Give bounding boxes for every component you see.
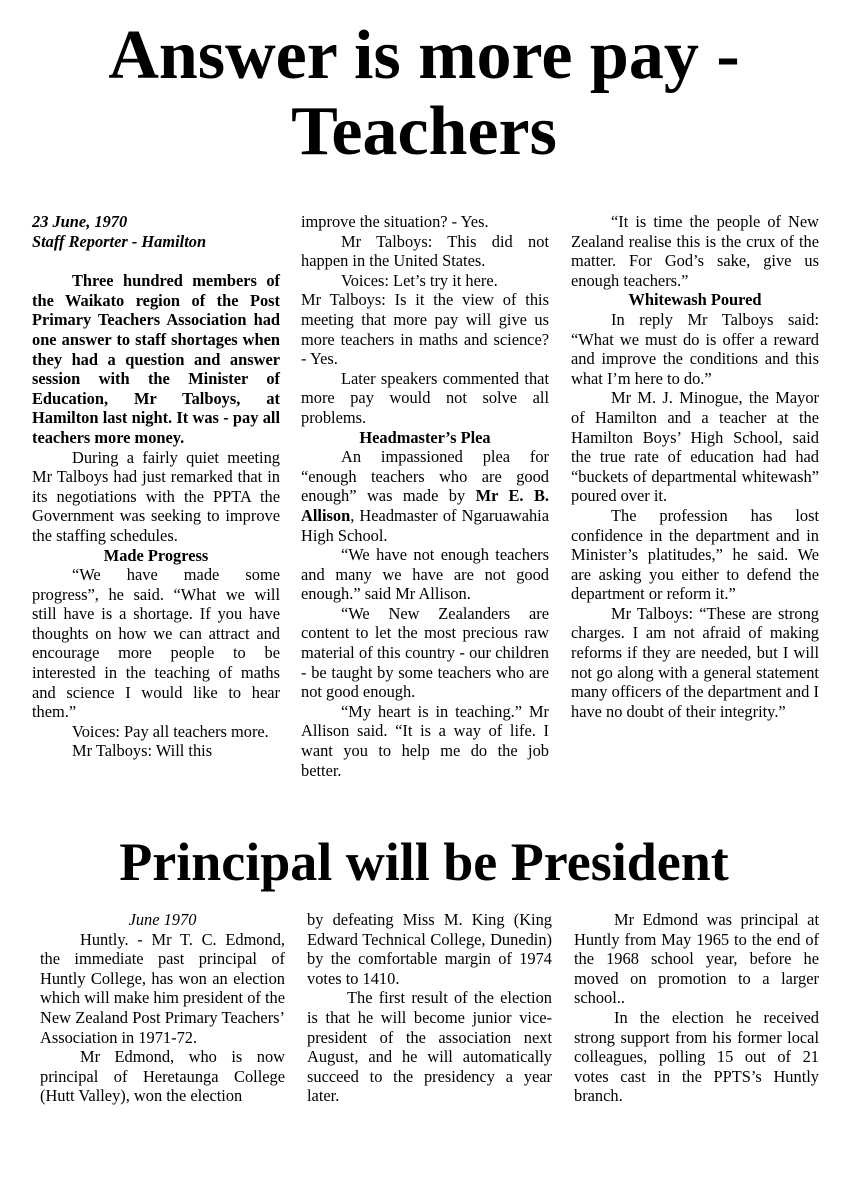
article1-col1-body	[32, 271, 280, 761]
paragraph: by defeating Miss M. King (King Edward Technical College, Dunedin) by the comfortable margin of 1974 votes to 1410.	[307, 910, 552, 988]
paragraph-text: , Headmaster of Ngaruawahia High School.	[301, 505, 549, 545]
paragraph: Mr Talboys: “These are strong charges. I am not afraid of making reforms if they are needed, but I will not go along with a general statement many officers of the department and I have no doubt of their integrity.”	[571, 603, 819, 721]
article-headline-president	[0, 832, 848, 892]
paragraph: “We New Zealanders are content to let the most precious raw material of this country - our children - be taught by some teachers who are not good enough.	[301, 603, 549, 702]
paragraph: “We have not enough teachers and many we have are not good enough.” said Mr Allison.	[301, 545, 549, 604]
lead-paragraph: Three hundred members of the Waikato region of the Post Primary Teachers Association had one answer to staff shortages when they had a question and answer session with the Minister of Education, Mr Talboys, at Hamilton last night. It was - pay all teachers more money.	[32, 271, 280, 447]
subheading: Made Progress	[103, 545, 209, 565]
article2-column-3	[574, 910, 819, 1106]
headline-text: Principal will be President	[119, 832, 729, 892]
paragraph: Later speakers commented that more pay would not solve all problems.	[301, 368, 549, 427]
article2-col1-body	[40, 930, 285, 1106]
subheading: Headmaster’s Plea	[359, 427, 491, 447]
paragraph: Mr Talboys: This did not happen in the United States.	[301, 231, 549, 271]
article1-col3-body	[571, 212, 819, 721]
paragraph: During a fairly quiet meeting Mr Talboys had just remarked that in its negotiations with the PPTA the Government was seeking to improve the staffing schedules.	[32, 447, 280, 545]
paragraph: Mr Talboys: Will this	[72, 741, 213, 761]
paragraph: The profession has lost confidence in the department and in Minister’s platitudes,” he said. We are asking you either to defend the department or reform it.”	[571, 505, 819, 604]
article2-column-1	[40, 910, 285, 1106]
subheading: Whitewash Poured	[628, 290, 762, 310]
paragraph: “It is time the people of New Zealand realise this is the crux of the matter. For God’s sake, give us enough teachers.”	[571, 212, 819, 290]
paragraph: Mr Talboys: Is it the view of this meeting that more pay will give us more teachers in maths and science? - Yes.	[301, 290, 549, 369]
article2-col2-body	[307, 910, 552, 1106]
paragraph-text: An impassioned plea for “enough teachers who are good enough” was made by	[301, 447, 549, 506]
article-headline-pay	[0, 18, 848, 170]
article-byline: Staff Reporter - Hamilton	[32, 231, 207, 251]
headline-text: Answer is more pay - Teachers	[108, 17, 740, 170]
article-date: 23 June, 1970	[32, 212, 128, 231]
paragraph: In the election he received strong support from his former local colleagues, polling 15 out of 21 votes cast in the PPTS’s Huntly branch.	[574, 1007, 819, 1106]
paragraph: Huntly. - Mr T. C. Edmond, the immediate past principal of Huntly College, has won an election which will make him president of the New Zealand Post Primary Teachers’ Association in 1971-72.	[40, 929, 285, 1047]
article1-column-1	[32, 212, 280, 761]
article1-column-3	[571, 212, 819, 721]
paragraph: “My heart is in teaching.” Mr Allison said. “It is a way of life. I want you to help me do the job better.	[301, 701, 549, 780]
article2-col3-body	[574, 910, 819, 1106]
paragraph: Voices: Pay all teachers more.	[72, 721, 269, 741]
paragraph: Mr Edmond was principal at Huntly from May 1965 to the end of the 1968 school year, before he moved on promotion to a larger school..	[574, 910, 819, 1008]
paragraph	[301, 447, 549, 545]
article2-column-2	[307, 910, 552, 1106]
paragraph: Mr Edmond, who is now principal of Heretaunga College (Hutt Valley), won the election	[40, 1047, 285, 1106]
article1-col2-body	[301, 212, 549, 780]
person-name: Mr E. B. Allison	[301, 486, 549, 525]
paragraph: Mr M. J. Minogue, the Mayor of Hamilton and a teacher at the Hamilton Boys’ High School, said the true rate of education had had “buckets of departmental whitewash” poured over it.	[571, 388, 819, 506]
paragraph: Voices: Let’s try it here.	[341, 270, 498, 290]
paragraph: “We have made some progress”, he said. “What we will still have is a shortage. If you have thoughts on how we can attract and encourage more people to be interested in the teaching of maths and science I would like to hear them.”	[32, 565, 280, 722]
paragraph: improve the situation? - Yes.	[301, 212, 489, 231]
paragraph: The first result of the election is that he will become junior vice-president of the association next August, and he will automatically succeed to the presidency a year later.	[307, 988, 552, 1106]
paragraph: In reply Mr Talboys said: “What we must do is offer a reward and improve the conditions and this what I’m here to do.”	[571, 309, 819, 388]
article1-column-2	[301, 212, 549, 780]
article-date: June 1970	[128, 910, 197, 929]
